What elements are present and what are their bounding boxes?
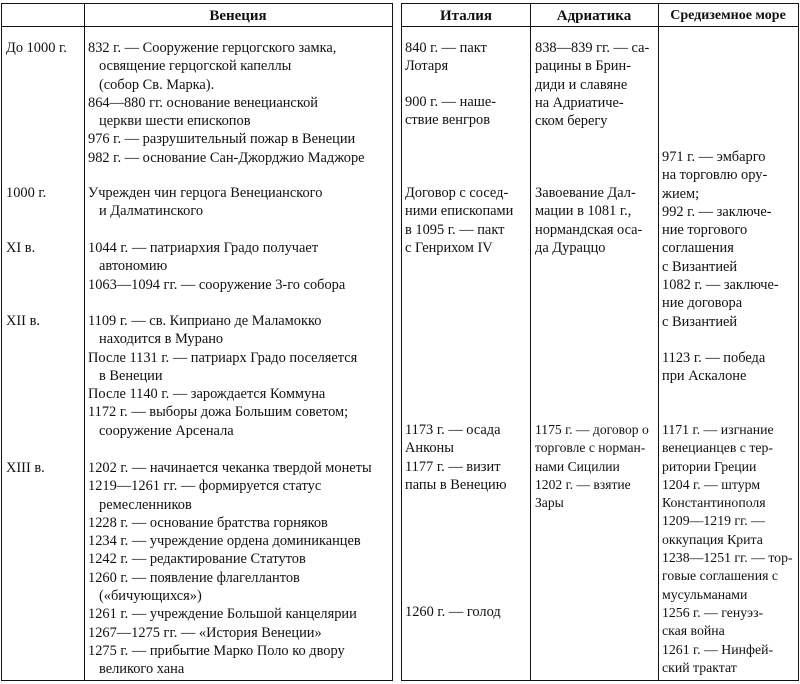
event-line: с Византией xyxy=(662,313,738,330)
event-line: ние договора xyxy=(662,295,743,312)
event-line: ский трактат xyxy=(662,659,737,675)
event-line: Зары xyxy=(535,495,564,511)
event-line: жием; xyxy=(662,185,700,202)
event-line: соглашения xyxy=(662,240,734,257)
regions-table xyxy=(401,3,799,681)
period-xi: XI в. xyxy=(6,240,36,256)
event-line: в Венеции xyxy=(99,367,163,384)
event-line: на Адриатиче- xyxy=(535,94,624,111)
event-line: 1202 г. — взятие xyxy=(535,476,631,492)
event-line: мусульманами xyxy=(662,586,748,602)
column-divider xyxy=(658,4,659,680)
italy-1095 xyxy=(405,184,513,257)
column-divider xyxy=(530,4,531,680)
adriatic-1175 xyxy=(535,421,649,512)
adriatic-838 xyxy=(535,39,649,130)
adriatic-1081 xyxy=(535,184,642,257)
event-line: 832 г. — Сооружение герцогского замка, xyxy=(88,40,337,56)
event-line: 1082 г. — заключе- xyxy=(662,277,779,294)
event-line: 1109 г. — св. Киприано де Маламокко xyxy=(88,313,322,329)
event-line: на торговлю ору- xyxy=(662,167,768,184)
event-line: с Византией xyxy=(662,258,738,275)
venice-before-1000 xyxy=(88,39,365,167)
event-line: После 1131 г. — патриарх Градо поселяется xyxy=(88,349,358,366)
event-line: 971 г. — эмбарго xyxy=(662,149,766,165)
event-line: Учрежден чин герцога Венецианского xyxy=(88,185,323,201)
event-line: 1173 г. — осада xyxy=(405,422,501,438)
event-line: диди и славяне xyxy=(535,76,628,93)
header-divider xyxy=(402,26,798,27)
event-line: 1267—1275 гг. — «История Венеции» xyxy=(88,624,322,641)
event-line: ская война xyxy=(662,623,725,639)
event-line: 1256 г. — генуэз- xyxy=(662,604,764,620)
mediterranean-1171 xyxy=(662,421,793,677)
event-line: церкви шести епископов xyxy=(99,113,251,130)
event-line: великого хана xyxy=(99,661,185,678)
event-line: 1275 г. — прибытие Марко Поло ко двору xyxy=(88,642,345,659)
event-line: торговле с норман- xyxy=(535,440,646,456)
event-line: при Аскалоне xyxy=(662,368,747,385)
event-line: 1242 г. — редактирование Статутов xyxy=(88,551,306,568)
event-line: Договор с сосед- xyxy=(405,185,509,201)
mediterranean-1123 xyxy=(662,349,765,386)
italy-840 xyxy=(405,39,487,76)
event-line: освящение герцогской капеллы xyxy=(99,58,292,75)
event-line: ние торгового xyxy=(662,222,748,239)
event-line: Завоевание Дал- xyxy=(535,185,636,201)
event-line: оккупация Крита xyxy=(662,531,763,547)
event-line: 1123 г. — победа xyxy=(662,350,766,366)
event-line: 992 г. — заключе- xyxy=(662,203,772,220)
event-line: 840 г. — пакт xyxy=(405,40,487,56)
event-line: После 1140 г. — зарождается Коммуна xyxy=(88,386,326,403)
italy-1260 xyxy=(405,603,501,621)
period-xii: XII в. xyxy=(6,313,40,329)
venice-xi xyxy=(88,239,345,294)
venice-header: Венеция xyxy=(209,8,267,24)
event-line: 982 г. — основание Сан-Джорджио Маджоре xyxy=(88,149,365,166)
event-line: 864—880 гг. основание венецианской xyxy=(88,94,318,111)
event-line: Лотаря xyxy=(405,58,449,75)
event-line: 1261 г. — учреждение Большой канцелярии xyxy=(88,606,357,623)
column-divider xyxy=(84,4,85,680)
event-line: Анконы xyxy=(405,440,454,457)
event-line: автономию xyxy=(99,258,168,275)
italy-header: Италия xyxy=(439,8,493,24)
event-line: сооружение Арсенала xyxy=(99,422,234,439)
event-line: с Генрихом IV xyxy=(405,239,493,256)
event-line: 838—839 гг. — са- xyxy=(535,40,650,56)
event-line: 1202 г. — начинается чеканка твердой монеты xyxy=(88,460,372,476)
event-line: 1204 г. — штурм xyxy=(662,476,761,492)
event-line: да Дураццо xyxy=(535,239,606,256)
event-line: 1261 г. — Нинфей- xyxy=(662,641,774,657)
event-line: говые соглашения с xyxy=(662,568,778,584)
event-line: 1172 г. — выборы дожа Большим советом; xyxy=(88,404,349,421)
period-1000: 1000 г. xyxy=(6,185,47,201)
period-before-1000: До 1000 г. xyxy=(6,40,67,56)
event-line: ритории Греции xyxy=(662,458,757,474)
event-line: 1063—1094 гг. — сооружение 3-го собора xyxy=(88,276,346,293)
adriatic-header: Адриатика xyxy=(556,8,632,24)
event-line: 976 г. — разрушительный пожар в Венеции xyxy=(88,131,356,148)
event-line: 1177 г. — визит xyxy=(405,458,501,475)
venice-xii xyxy=(88,312,357,440)
venice-1000 xyxy=(88,184,322,221)
event-line: 1260 г. — голод xyxy=(405,604,501,620)
header-divider xyxy=(2,26,392,27)
event-line: нами Сицилии xyxy=(535,458,620,474)
venice-table xyxy=(1,3,393,681)
event-line: ними епископами xyxy=(405,203,514,220)
italy-900 xyxy=(405,93,496,130)
event-line: 1260 г. — появление флагеллантов xyxy=(88,569,300,586)
period-xiii: XIII в. xyxy=(6,460,45,476)
event-line: рацины в Брин- xyxy=(535,58,631,75)
event-line: 1044 г. — патриархия Градо получает xyxy=(88,240,319,256)
italy-1173 xyxy=(405,421,507,494)
event-line: (собор Св. Марка). xyxy=(99,76,215,93)
event-line: папы в Венецию xyxy=(405,476,507,493)
event-line: в 1095 г. — пакт xyxy=(405,221,505,238)
event-line: 1219—1261 гг. — формируется статус xyxy=(88,478,322,495)
event-line: ском берегу xyxy=(535,113,608,130)
venice-xiii xyxy=(88,459,372,679)
event-line: («бичующихся») xyxy=(99,588,202,605)
event-line: ремесленников xyxy=(99,496,192,513)
event-line: 1234 г. — учреждение ордена доминиканцев xyxy=(88,533,361,550)
mediterranean-header: Средиземное море xyxy=(670,8,786,23)
mediterranean-971 xyxy=(662,148,779,331)
event-line: 1209—1219 гг. — xyxy=(662,513,765,529)
event-line: нормандская оса- xyxy=(535,221,643,238)
event-line: 1228 г. — основание братства горняков xyxy=(88,514,328,531)
event-line: ствие венгров xyxy=(405,112,491,129)
event-line: 900 г. — наше- xyxy=(405,94,496,110)
event-line: Константинополя xyxy=(662,495,766,511)
event-line: 1175 г. — договор о xyxy=(535,422,649,437)
event-line: мации в 1081 г., xyxy=(535,203,632,220)
event-line: венецианцев с тер- xyxy=(662,440,774,456)
event-line: и Далматинского xyxy=(99,203,204,220)
event-line: 1171 г. — изгнание xyxy=(662,422,774,437)
event-line: 1238—1251 гг. — тор- xyxy=(662,550,793,566)
event-line: находится в Мурано xyxy=(99,331,224,348)
